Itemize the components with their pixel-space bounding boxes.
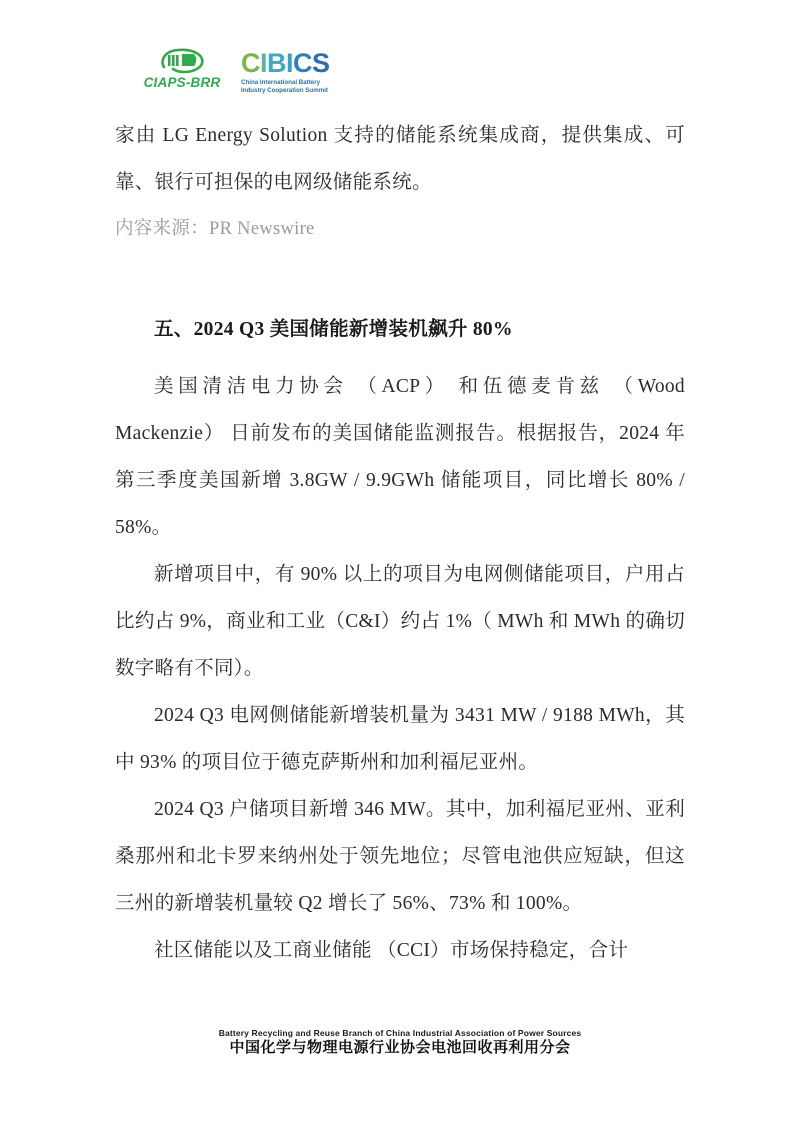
section-gap [115,253,685,306]
cibics-subtitle-line-2: Industry Cooperation Summit [241,87,328,95]
cibics-letter-3: B [267,48,287,78]
cibics-letter-2: I [260,48,268,78]
cibics-subtitle [241,79,328,96]
heading-gap [115,353,685,363]
page-footer [0,1028,800,1057]
header-logo-group [143,48,330,96]
document-body [115,112,685,974]
footer-chinese-name: 中国化学与物理电源行业协会电池回收再利用分会 [229,1038,571,1056]
ciaps-brr-mark-icon [158,48,206,74]
ciaps-brr-wordmark: CIAPS-BRR [143,75,221,90]
continued-paragraph: 家由 LG Energy Solution 支持的储能系统集成商，提供集成、可靠、银行可担保的电网级储能系统。 [115,125,685,193]
paragraph-2: 新增项目中，有 90% 以上的项目为电网侧储能项目，户用占比约占 9%，商业和工业（C&I）约占 1%（ MWh 和 MWh 的确切数字略有不同）。 [115,564,685,679]
paragraph-3: 2024 Q3 电网侧储能新增装机量为 3431 MW / 9188 MWh，其中 93% 的项目位于德克萨斯州和加利福尼亚州。 [115,705,685,773]
cibics-letter-4: I [286,48,294,78]
ciaps-brr-logo [143,48,221,90]
cibics-logo [241,50,330,96]
cibics-wordmark [241,50,330,77]
paragraph-5: 社区储能以及工商业储能 （CCI）市场保持稳定，合计 [154,940,629,961]
footer-english-name: Battery Recycling and Reuse Branch of China Industrial Association of Power Sources [218,1028,582,1038]
section-heading: 五、2024 Q3 美国储能新增装机飙升 80% [154,319,513,340]
content-source-label: 内容来源：PR Newswire [115,219,315,239]
cibics-letter-6: S [312,48,330,78]
cibics-letter-5: C [293,48,313,78]
cibics-letter-1: C [241,48,260,78]
paragraph-4: 2024 Q3 户储项目新增 346 MW。其中，加利福尼亚州、亚利桑那州和北卡罗来纳州处于领先地位；尽管电池供应短缺，但这三州的新增装机量较 Q2 增长了 56%、73% 和 100%。 [115,799,685,914]
paragraph-1: 美国清洁电力协会 （ACP） 和伍德麦肯兹 （Wood Mackenzie） 日前发布的美国储能监测报告。根据报告，2024 年第三季度美国新增 3.8GW / 9.9GWh 储能项目，同比增长 80% / 58%。 [115,376,685,538]
cibics-subtitle-line-1: China International Battery [241,79,321,86]
